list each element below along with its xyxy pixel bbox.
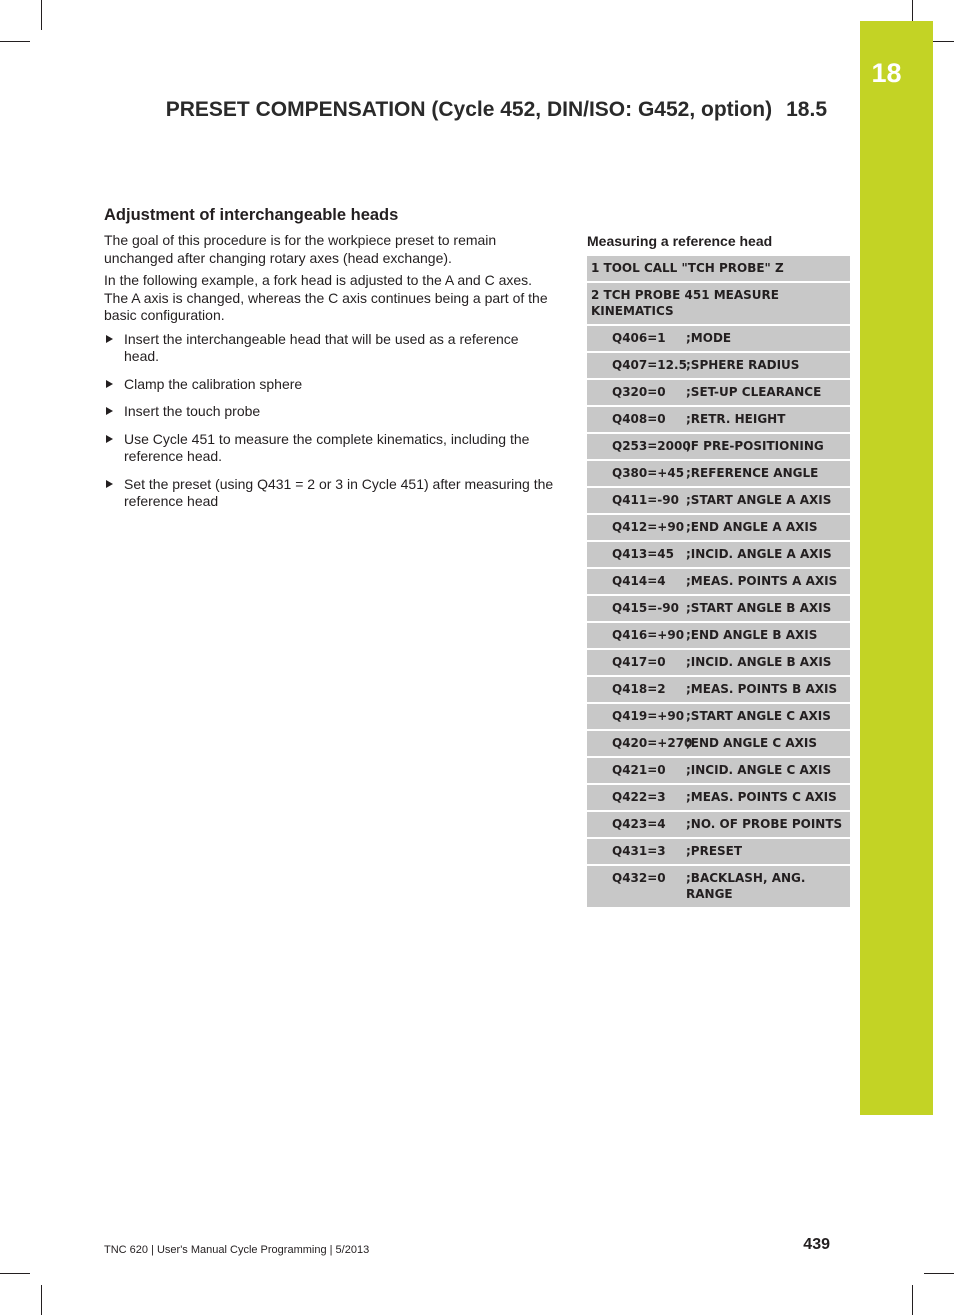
code-row	[587, 623, 850, 650]
parameter-value: Q413=45	[612, 547, 675, 561]
parameter-comment: ;START ANGLE B AXIS	[686, 601, 832, 615]
section-title: Adjustment of interchangeable heads	[104, 206, 399, 224]
parameter-value: Q380=+45	[612, 466, 685, 480]
code-row	[587, 731, 850, 758]
parameter-value: Q432=0	[612, 871, 666, 885]
code-row	[587, 839, 850, 866]
crop-mark	[41, 1285, 42, 1315]
code-row	[587, 596, 850, 623]
step-list	[104, 331, 556, 511]
running-header	[166, 98, 827, 122]
code-row	[587, 758, 850, 785]
code-row	[587, 380, 850, 407]
step-item: Clamp the calibration sphere	[104, 376, 556, 394]
triangle-bullet-icon	[106, 380, 113, 388]
code-row	[587, 461, 850, 488]
code-row	[587, 704, 850, 731]
parameter-value: Q418=2	[612, 682, 666, 696]
parameter-value: Q415=-90	[612, 601, 679, 615]
triangle-bullet-icon	[106, 335, 113, 343]
parameter-comment: ;MEAS. POINTS A AXIS	[686, 574, 838, 588]
paragraph: The goal of this procedure is for the workpiece preset to remain unchanged after changing rotary axes (head exchange).	[104, 232, 497, 266]
parameter-value: Q253=2000	[612, 439, 691, 453]
parameter-comment: ;MEAS. POINTS B AXIS	[686, 682, 838, 696]
crop-mark	[912, 1285, 913, 1315]
parameter-comment: ;INCID. ANGLE C AXIS	[686, 763, 832, 777]
code-row	[587, 407, 850, 434]
code-row	[587, 326, 850, 353]
parameter-comment: ;END ANGLE C AXIS	[686, 736, 818, 750]
parameter-comment: ;RETR. HEIGHT	[686, 412, 786, 426]
crop-mark	[0, 41, 30, 42]
nc-program-table	[587, 256, 850, 909]
parameter-value: Q420=+270	[612, 736, 693, 750]
triangle-bullet-icon	[106, 480, 113, 488]
chapter-tab	[860, 21, 933, 1115]
parameter-comment: ;INCID. ANGLE A AXIS	[686, 547, 832, 561]
parameter-value: Q419=+90	[612, 709, 685, 723]
example-title: Measuring a reference head	[587, 233, 773, 249]
parameter-value: Q417=0	[612, 655, 666, 669]
code-row	[587, 866, 850, 909]
parameter-value: Q414=4	[612, 574, 666, 588]
parameter-value: Q416=+90	[612, 628, 685, 642]
footer-text: TNC 620 | User's Manual Cycle Programming | 5/2013	[104, 1244, 370, 1256]
code-row	[587, 515, 850, 542]
code-row	[587, 434, 850, 461]
parameter-comment: ;START ANGLE C AXIS	[686, 709, 831, 723]
parameter-comment: ;END ANGLE B AXIS	[686, 628, 818, 642]
parameter-comment: ;PRESET	[686, 844, 743, 858]
parameter-comment: ;NO. OF PROBE POINTS	[686, 817, 843, 831]
chapter-number: 18	[871, 58, 902, 88]
parameter-value: Q431=3	[612, 844, 666, 858]
step-item: Insert the interchangeable head that will be used as a reference head.	[104, 331, 556, 366]
parameter-comment: ;SET-UP CLEARANCE	[686, 385, 822, 399]
code-row: 1 TOOL CALL "TCH PROBE" Z	[587, 256, 850, 283]
parameter-value: Q407=12.5	[612, 358, 687, 372]
step-item: Set the preset (using Q431 = 2 or 3 in Cycle 451) after measuring the reference head	[104, 476, 556, 511]
parameter-value: Q422=3	[612, 790, 666, 804]
running-title: PRESET COMPENSATION (Cycle 452, DIN/ISO: G452, option)	[165, 98, 773, 121]
code-row	[587, 569, 850, 596]
code-row	[587, 542, 850, 569]
parameter-value: Q423=4	[612, 817, 666, 831]
step-item: Use Cycle 451 to measure the complete kinematics, including the reference head.	[104, 431, 556, 466]
code-row	[587, 677, 850, 704]
code-row	[587, 785, 850, 812]
parameter-value: Q412=+90	[612, 520, 685, 534]
section-number: 18.5	[786, 98, 827, 121]
parameter-value: Q408=0	[612, 412, 666, 426]
code-row	[587, 650, 850, 677]
parameter-comment: ;END ANGLE A AXIS	[686, 520, 818, 534]
page-number: 439	[803, 1236, 830, 1253]
crop-mark	[0, 1273, 30, 1274]
triangle-bullet-icon	[106, 435, 113, 443]
parameter-comment: ;BACKLASH, ANG. RANGE	[686, 871, 806, 901]
code-row	[587, 488, 850, 515]
parameter-value: Q411=-90	[612, 493, 679, 507]
parameter-comment: ;MODE	[686, 331, 732, 345]
parameter-value: Q421=0	[612, 763, 666, 777]
parameter-value: Q320=0	[612, 385, 666, 399]
body-text	[104, 232, 556, 521]
triangle-bullet-icon	[106, 407, 113, 415]
parameter-comment: ;REFERENCE ANGLE	[686, 466, 819, 480]
step-item: Insert the touch probe	[104, 403, 556, 421]
code-row: 2 TCH PROBE 451 MEASURE KINEMATICS	[587, 283, 850, 326]
parameter-comment: ;F PRE-POSITIONING	[686, 439, 824, 453]
crop-mark	[924, 1273, 954, 1274]
parameter-comment: ;SPHERE RADIUS	[686, 358, 800, 372]
code-row	[587, 812, 850, 839]
crop-mark	[41, 0, 42, 30]
parameter-comment: ;INCID. ANGLE B AXIS	[686, 655, 832, 669]
paragraph: In the following example, a fork head is adjusted to the A and C axes. The A axis is changed, whereas the C axis continues being a part of the basic configuration.	[104, 272, 548, 323]
parameter-value: Q406=1	[612, 331, 666, 345]
parameter-comment: ;START ANGLE A AXIS	[686, 493, 832, 507]
parameter-comment: ;MEAS. POINTS C AXIS	[686, 790, 837, 804]
code-row	[587, 353, 850, 380]
